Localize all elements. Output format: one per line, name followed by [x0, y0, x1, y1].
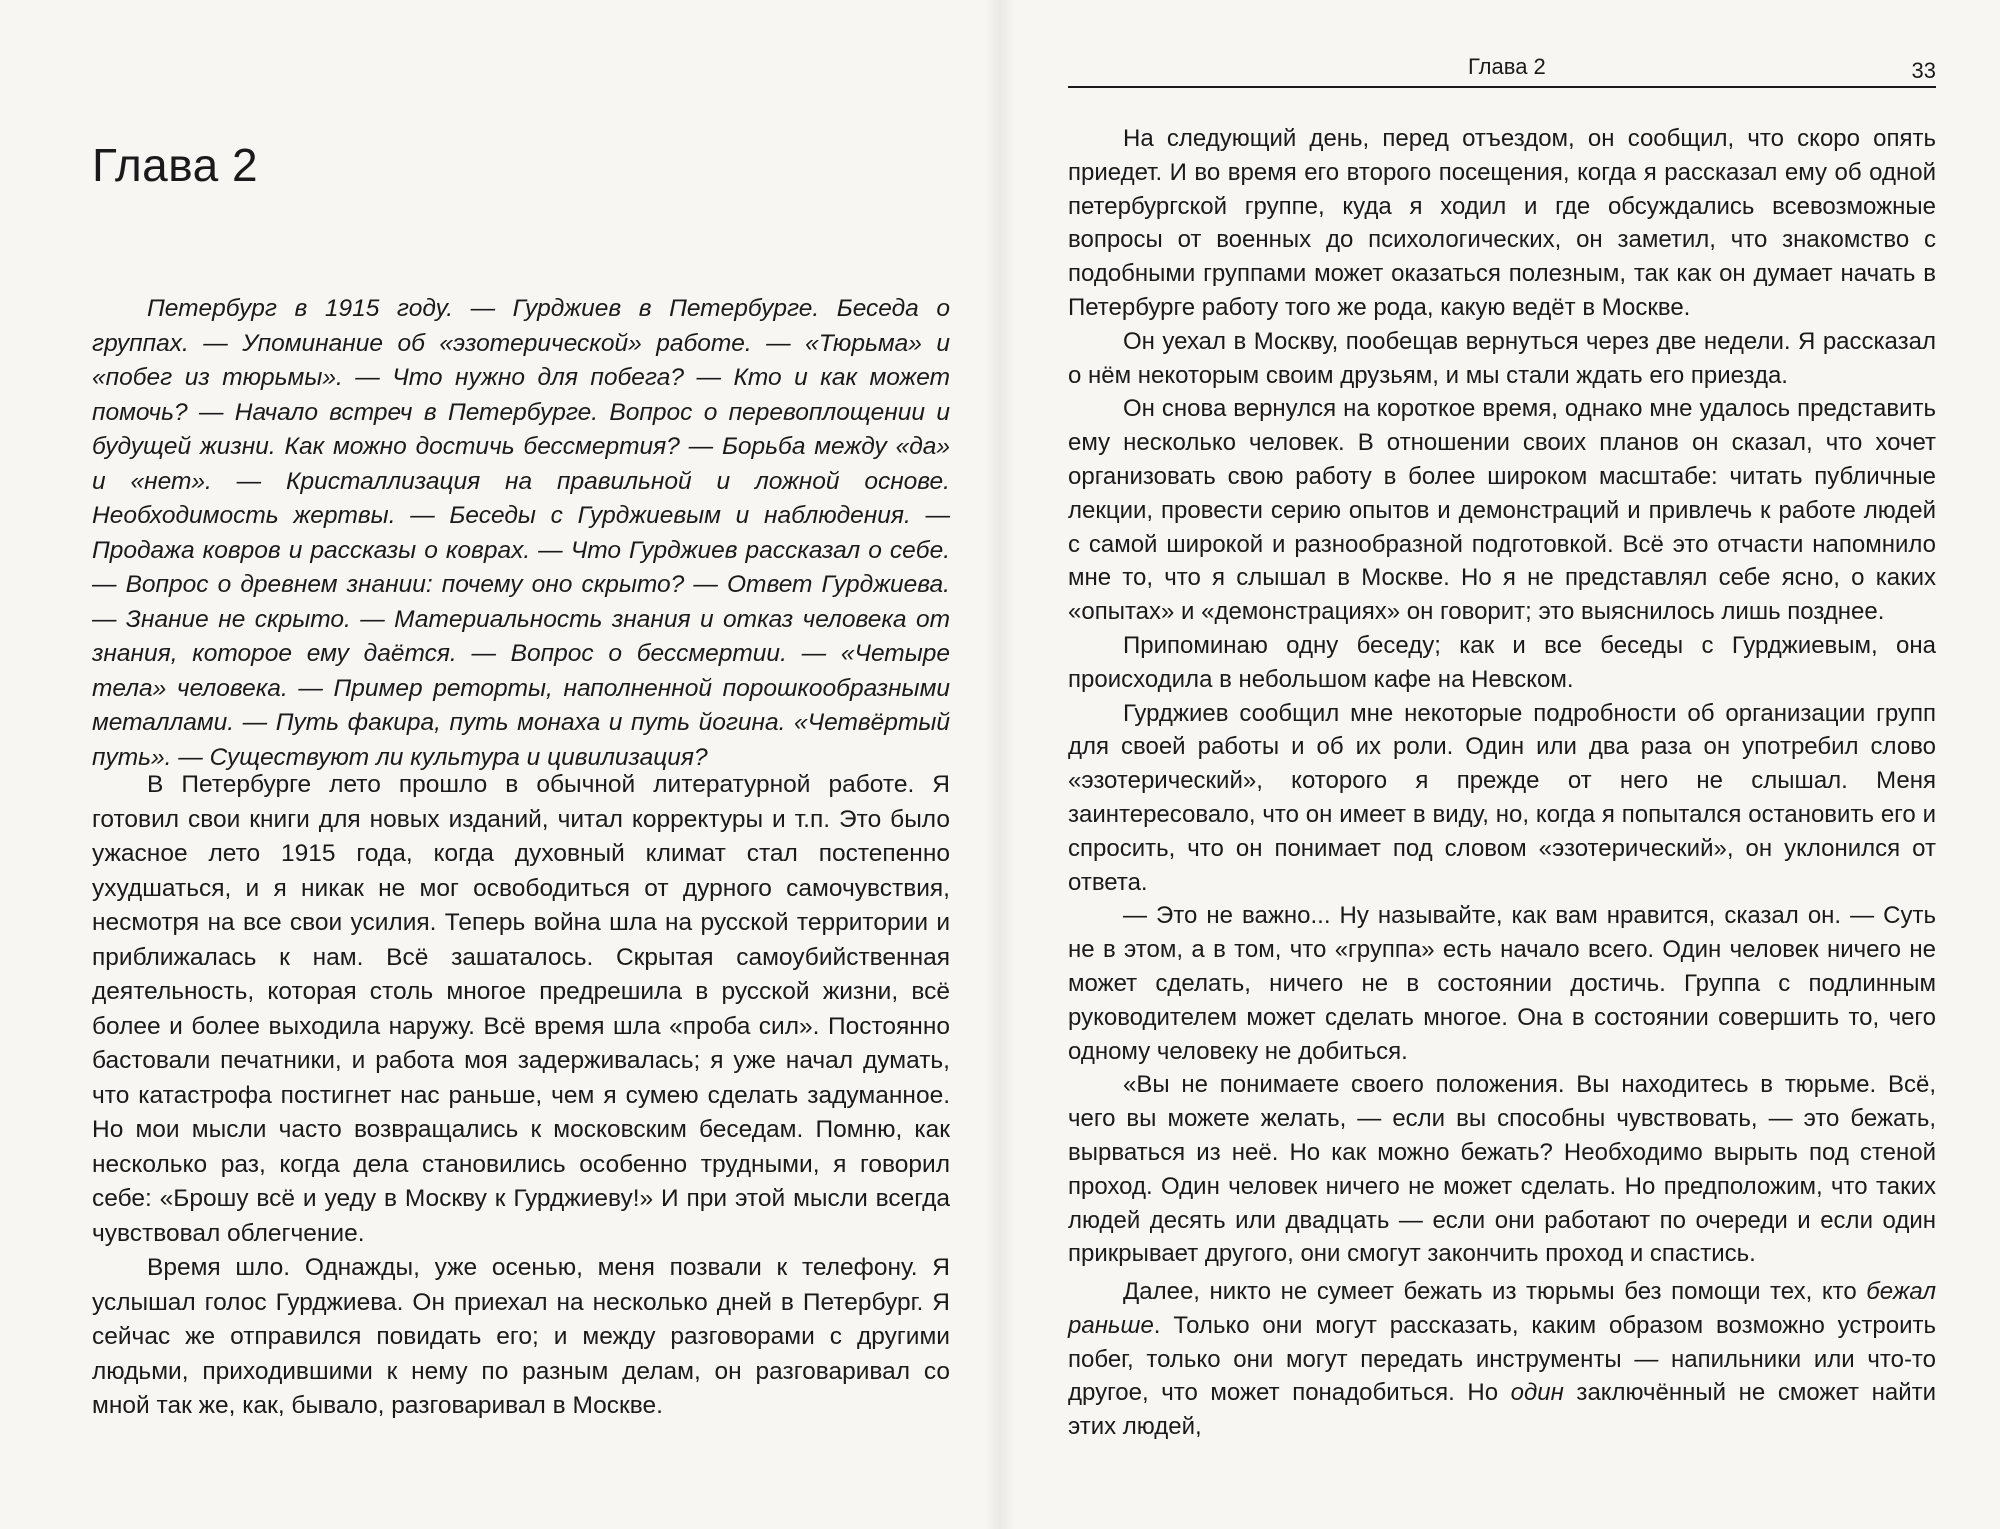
paragraph: Он снова вернулся на короткое время, однако мне удалось представить ему несколько человек. В отношении своих планов он сказал, что хочет организовать свою работу в более широком масштабе: читать публичные лекции, провести серию опытов и демонстраций и привлечь к работе людей с самой широкой и разнообразной подготовкой. Всё это отчасти напомнило мне то, что я слышал в Москве. Но я не представлял себе ясно, о каких «опытах» и «демонстрациях» он говорит; это выяснилось лишь позднее.: [1068, 395, 1936, 626]
chapter-heading: Глава 2: [92, 139, 259, 191]
italic-span: один: [1510, 1379, 1564, 1407]
paragraph-last: [1068, 1275, 1936, 1444]
page-number: 33: [1911, 58, 1936, 83]
paragraph: — Это не важно... Ну называйте, как вам нравится, сказал он. — Суть не в этом, а в том, что «группа» есть начало всего. Один человек ничего не может сделать, ничего не в состоянии достичь. Группа с подлинным руководителем может сделать многое. Она в состоянии совершить то, чего одному человеку не добиться.: [1068, 902, 1936, 1065]
paragraph: В Петербурге лето прошло в обычной литературной работе. Я готовил свои книги для новых изданий, читал корректуры и т.п. Это было ужасное лето 1915 года, когда духовный климат стал постепенно ухудшаться, и я никак не мог освободиться от дурного самочувствия, несмотря на все свои усилия. Теперь война шла на русской территории и приближалась к нам. Всё зашаталось. Скрытая самоубийственная деятельность, которая столь многое предрешила в русской жизни, всё более и более выходила наружу. Всё время шла «проба сил». Постоянно бастовали печатники, и работа моя задерживалась; я уже начал думать, что катастрофа постигнет нас раньше, чем я сумею сделать задуманное. Но мои мысли часто возвращались к московским беседам. Помню, как несколько раз, когда дела становились особенно трудными, я говорил себе: «Брошу всё и уеду в Москву к Гурджиеву!» И при этой мысли всегда чувствовал облегчение.: [92, 771, 950, 1247]
text-span: . Только они могут рассказать, каким образом возможно устроить побег, только они могут передать инструменты — напильники или что-то другое, что может понадобиться. Но: [1068, 1311, 1936, 1407]
paragraph: Время шло. Однажды, уже осенью, меня позвали к телефону. Я услышал голос Гурджиева. Он приехал на несколько дней в Петербург. Я сейчас же отправился повидать его; и между разговорами с другими людьми, приходившими к нему по разным делам, он разговаривал со мной так же, как, бывало, разговаривал в Москве.: [92, 1254, 950, 1419]
paragraph: Припоминаю одну беседу; как и все беседы с Гурджиевым, она происходила в небольшом кафе на Невском.: [1068, 631, 1936, 693]
paragraph: На следующий день, перед отъездом, он сообщил, что скоро опять приедет. И во время его второго посещения, когда я рассказал ему об одной петербургской группе, куда я ходил и где обсуждались всевозможные вопросы от военных до психологических, он заметил, что знакомство с подобными группами может оказаться полезным, так как он думает начать в Петербурге работу того же рода, какую ведёт в Москве.: [1068, 125, 1936, 321]
paragraph: «Вы не понимаете своего положения. Вы находитесь в тюрьме. Всё, чего вы можете желать, — если вы способны чувствовать, — это бежать, вырваться из неё. Но как можно бежать? Необходимо вырыть под стеной проход. Один человек ничего не может сделать. Но предположим, что таких людей десять или двадцать — если они работают по очереди и если один прикрывает другого, они смогут закончить проход и спастись.: [1068, 1071, 1936, 1268]
chapter-summary: Петербург в 1915 году. — Гурджиев в Петербурге. Беседа о группах. — Упоминание об «эзотерической» работе. — «Тюрьма» и «побег из тюрьмы». — Что нужно для побега? — Кто и как может помочь? — Начало встреч в Петербурге. Вопрос о перевоплощении и будущей жизни. Как можно достичь бессмертия? — Борьба между «да» и «нет». — Кристаллизация на правильной и ложной основе. Необходимость жертвы. — Беседы с Гурджиевым и наблюдения. — Продажа ковров и рассказы о коврах. — Что Гурджиев рассказал о себе. — Вопрос о древнем знании: почему оно скрыто? — Ответ Гурджиева. — Знание не скрыто. — Материальность знания и отказ человека от знания, которое ему даётся. — Вопрос о бессмертии. — «Четыре тела» человека. — Пример реторты, наполненной порошкообразными металлами. — Путь факира, путь монаха и путь йогина. «Четвёртый путь». — Существуют ли культура и цивилизация?: [92, 295, 950, 771]
text-span: Далее, никто не сумеет бежать из тюрьмы без помощи тех, кто: [1123, 1278, 1867, 1306]
right-body-text: [1068, 122, 1936, 1444]
running-title: Глава 2: [1468, 54, 1546, 79]
left-body-text: [92, 768, 950, 1424]
paragraph: Гурджиев сообщил мне некоторые подробности об организации групп для своей работы и об их роли. Один или два раза он употребил слово «эзотерический», которого я прежде от него не слышал. Меня заинтересовало, что он имеет в виду, но, когда я попытался остановить его и спросить, что он понимает под словом «эзотерический», он уклонился от ответа.: [1068, 699, 1936, 896]
italic-span: бежал раньше: [1068, 1278, 1936, 1339]
running-head: [1068, 52, 1936, 88]
text-span: заключённый не сможет найти этих людей,: [1068, 1379, 1936, 1441]
paragraph: Он уехал в Москву, пообещав вернуться через две недели. Я рассказал о нём некоторым своим друзьям, и мы стали ждать его приезда.: [1068, 327, 1936, 389]
